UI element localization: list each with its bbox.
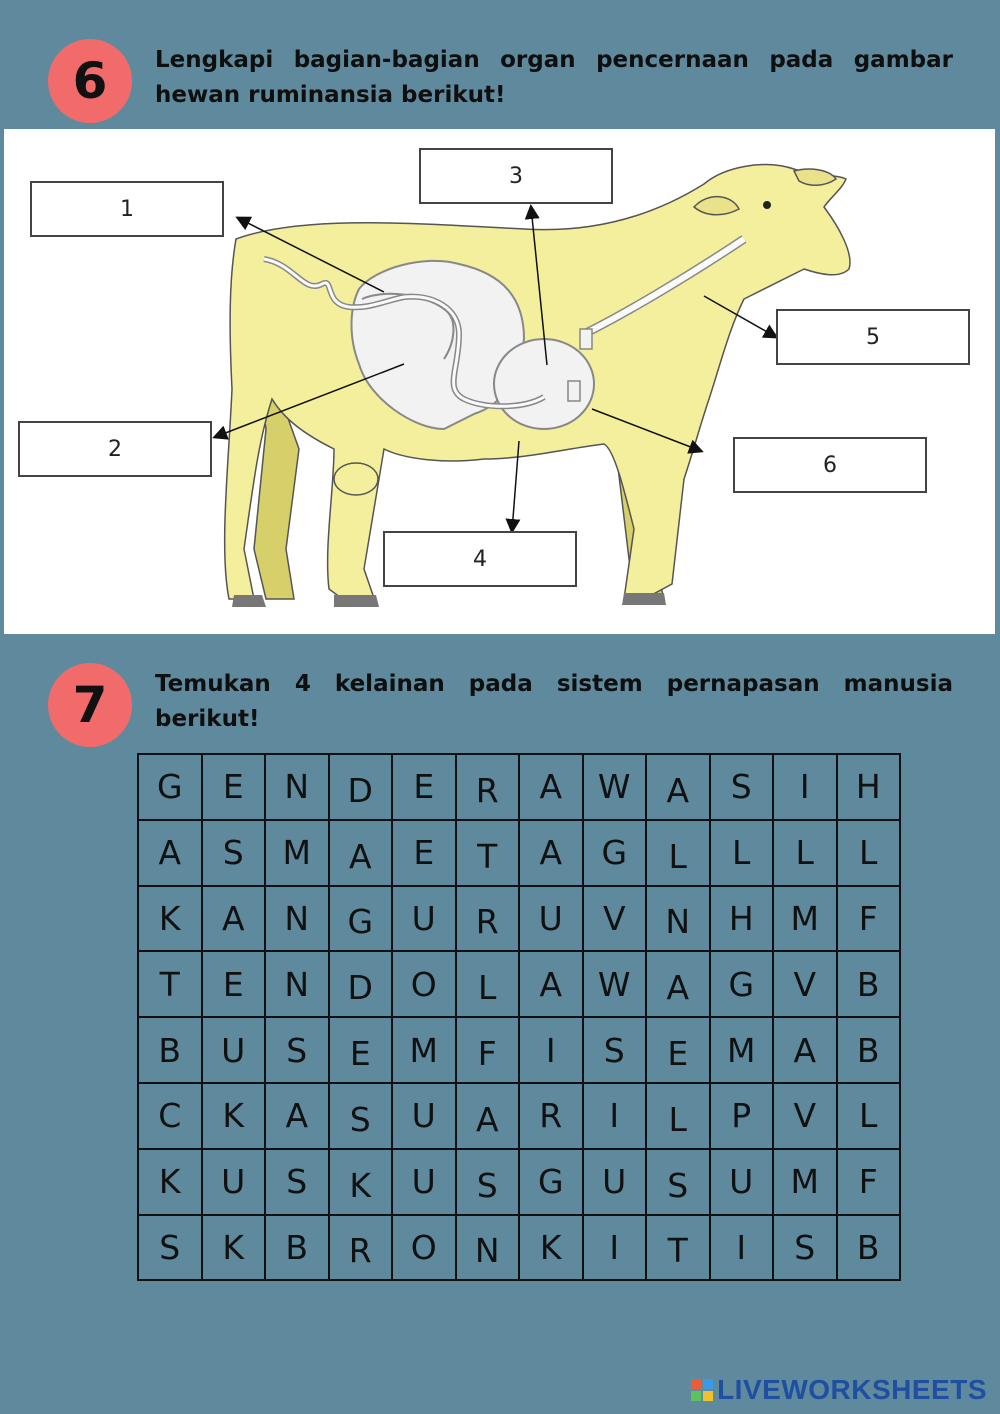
grid-cell[interactable]: L [457, 952, 521, 1018]
grid-cell[interactable]: R [457, 755, 521, 821]
grid-cell[interactable]: S [457, 1150, 521, 1216]
label-box-3[interactable]: 3 [419, 148, 613, 204]
grid-cell[interactable]: S [774, 1216, 838, 1282]
grid-cell[interactable]: W [584, 952, 648, 1018]
liveworksheets-logo-icon [691, 1379, 713, 1401]
grid-cell[interactable]: M [393, 1018, 457, 1084]
grid-cell[interactable]: T [647, 1216, 711, 1282]
grid-cell[interactable]: B [838, 1018, 902, 1084]
grid-cell[interactable]: U [203, 1150, 267, 1216]
grid-cell[interactable]: D [330, 755, 394, 821]
grid-cell[interactable]: I [711, 1216, 775, 1282]
grid-cell[interactable]: T [139, 952, 203, 1018]
grid-cell[interactable]: I [584, 1084, 648, 1150]
grid-cell[interactable]: U [393, 887, 457, 953]
grid-cell[interactable]: K [203, 1216, 267, 1282]
grid-cell[interactable]: S [139, 1216, 203, 1282]
label-box-6[interactable]: 6 [733, 437, 927, 493]
grid-cell[interactable]: P [711, 1084, 775, 1150]
grid-cell[interactable]: F [838, 1150, 902, 1216]
grid-cell[interactable]: G [584, 821, 648, 887]
grid-cell[interactable]: V [774, 1084, 838, 1150]
grid-cell[interactable]: M [774, 887, 838, 953]
grid-cell[interactable]: S [266, 1150, 330, 1216]
grid-cell[interactable]: K [139, 1150, 203, 1216]
grid-cell[interactable]: L [838, 1084, 902, 1150]
grid-cell[interactable]: K [330, 1150, 394, 1216]
question-number: 7 [72, 676, 108, 734]
grid-cell[interactable]: R [457, 887, 521, 953]
grid-cell[interactable]: E [393, 821, 457, 887]
grid-cell[interactable]: U [584, 1150, 648, 1216]
grid-cell[interactable]: T [457, 821, 521, 887]
grid-cell[interactable]: I [584, 1216, 648, 1282]
grid-cell[interactable]: R [520, 1084, 584, 1150]
grid-cell[interactable]: K [139, 887, 203, 953]
grid-cell[interactable]: A [774, 1018, 838, 1084]
grid-cell[interactable]: E [393, 755, 457, 821]
question-number: 6 [72, 52, 108, 110]
grid-cell[interactable]: A [520, 755, 584, 821]
label-box-1[interactable]: 1 [30, 181, 224, 237]
grid-cell[interactable]: L [774, 821, 838, 887]
grid-cell[interactable]: I [774, 755, 838, 821]
cow-digestive-figure [4, 129, 995, 634]
grid-cell[interactable]: D [330, 952, 394, 1018]
grid-cell[interactable]: S [584, 1018, 648, 1084]
grid-cell[interactable]: F [838, 887, 902, 953]
grid-cell[interactable]: N [266, 952, 330, 1018]
grid-cell[interactable]: A [520, 821, 584, 887]
question-6-text: Lengkapi bagian-bagian organ pencernaan pada gambar hewan ruminansia berikut! [155, 47, 953, 108]
footer-logo [691, 1374, 987, 1406]
grid-cell[interactable]: N [647, 887, 711, 953]
grid-cell[interactable]: H [838, 755, 902, 821]
grid-cell[interactable]: A [647, 755, 711, 821]
grid-cell[interactable]: K [203, 1084, 267, 1150]
brand-name: LIVEWORKSHEETS [717, 1374, 987, 1405]
grid-cell[interactable]: M [711, 1018, 775, 1084]
grid-cell[interactable]: N [457, 1216, 521, 1282]
grid-cell[interactable]: B [838, 952, 902, 1018]
grid-cell[interactable]: B [838, 1216, 902, 1282]
grid-cell[interactable]: S [203, 821, 267, 887]
grid-cell[interactable]: G [139, 755, 203, 821]
grid-cell[interactable]: U [393, 1084, 457, 1150]
grid-cell[interactable]: U [393, 1150, 457, 1216]
grid-cell[interactable]: S [711, 755, 775, 821]
grid-cell[interactable]: E [203, 755, 267, 821]
grid-cell[interactable]: F [457, 1018, 521, 1084]
grid-cell[interactable]: G [711, 952, 775, 1018]
grid-cell[interactable]: V [774, 952, 838, 1018]
grid-cell[interactable]: A [457, 1084, 521, 1150]
grid-cell[interactable]: M [774, 1150, 838, 1216]
grid-cell[interactable]: S [266, 1018, 330, 1084]
grid-cell[interactable]: G [330, 887, 394, 953]
word-search-grid [137, 753, 901, 1281]
grid-cell[interactable]: A [139, 821, 203, 887]
grid-cell[interactable]: B [266, 1216, 330, 1282]
grid-cell[interactable]: W [584, 755, 648, 821]
grid-cell[interactable]: A [266, 1084, 330, 1150]
grid-cell[interactable]: U [711, 1150, 775, 1216]
grid-cell[interactable]: N [266, 755, 330, 821]
grid-cell[interactable]: O [393, 952, 457, 1018]
grid-cell[interactable]: M [266, 821, 330, 887]
grid-cell[interactable]: L [647, 1084, 711, 1150]
grid-cell[interactable]: E [647, 1018, 711, 1084]
grid-cell[interactable]: A [203, 887, 267, 953]
grid-cell[interactable]: O [393, 1216, 457, 1282]
question-7-badge [47, 662, 133, 748]
label-box-4[interactable]: 4 [383, 531, 577, 587]
grid-cell[interactable]: V [584, 887, 648, 953]
grid-cell[interactable]: C [139, 1084, 203, 1150]
question-7-text: Temukan 4 kelainan pada sistem pernapasan manusia berikut! [155, 671, 953, 732]
grid-cell[interactable]: K [520, 1216, 584, 1282]
label-box-5[interactable]: 5 [776, 309, 970, 365]
grid-cell[interactable]: U [520, 887, 584, 953]
grid-cell[interactable]: B [139, 1018, 203, 1084]
grid-cell[interactable]: E [330, 1018, 394, 1084]
grid-cell[interactable]: I [520, 1018, 584, 1084]
grid-cell[interactable]: N [266, 887, 330, 953]
grid-cell[interactable]: S [330, 1084, 394, 1150]
grid-cell[interactable]: L [711, 821, 775, 887]
label-box-2[interactable]: 2 [18, 421, 212, 477]
grid-cell[interactable]: R [330, 1216, 394, 1282]
grid-cell[interactable]: G [520, 1150, 584, 1216]
grid-cell[interactable]: S [647, 1150, 711, 1216]
grid-cell[interactable]: L [647, 821, 711, 887]
grid-cell[interactable]: L [838, 821, 902, 887]
grid-cell[interactable]: E [203, 952, 267, 1018]
grid-cell[interactable]: H [711, 887, 775, 953]
question-6-badge [47, 38, 133, 124]
grid-cell[interactable]: A [520, 952, 584, 1018]
grid-cell[interactable]: U [203, 1018, 267, 1084]
grid-cell[interactable]: A [330, 821, 394, 887]
grid-cell[interactable]: A [647, 952, 711, 1018]
